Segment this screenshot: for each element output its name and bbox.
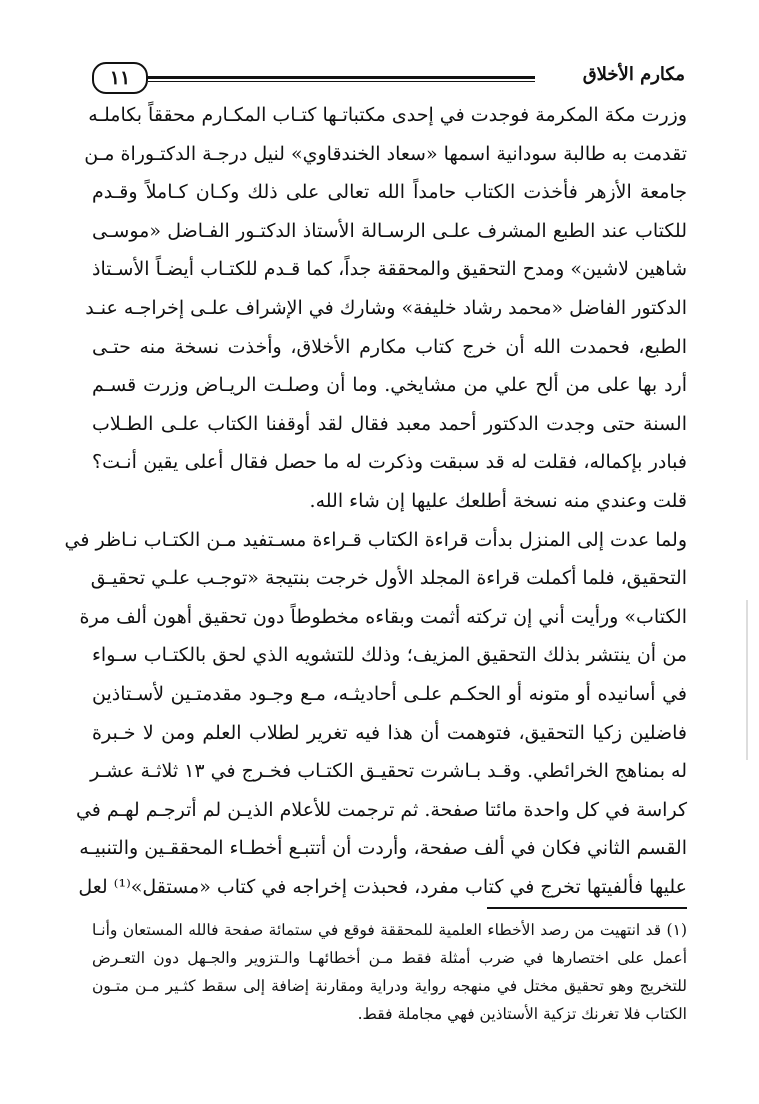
text-line: الطبع، فحمدت الله أن خرج كتاب مكارم الأخلاق، وأخذت نسخة منه حتـى: [92, 335, 687, 358]
text-line: فاضلين زكيا التحقيق، فتوهمت أن هذا فيه تغرير لطلاب العلم ومن لا خـبرة: [92, 721, 687, 744]
footnote-line: أعمل على اختصارها في ضرب أمثلة فقط مـن أخطائهـا والـتزوير والجـهل دون التعـرض: [92, 949, 687, 967]
text-line: كراسة في كل واحدة مائتا صفحة. ثم ترجمت للأعلام الذيـن لم أترجـم لهـم في: [75, 798, 687, 821]
footnote-separator: [487, 907, 687, 909]
text-line: الكتاب» ورأيت أني إن تركته أثمت وبقاءه مخطوطاً دون تحقيق أهون ألف مرة: [79, 605, 687, 628]
scan-margin-mark: [746, 600, 748, 760]
text-line: أرد بها على من ألح علي من مشايخي. وما أن وصلـت الريـاض وزرت قسـم: [92, 374, 687, 397]
main-text: [64, 96, 687, 906]
text-line: في أسانيده أو متونه أو الحكـم علـى أحاديثـه، مـع وجـود مقدمتـين لأسـتاذين: [92, 682, 687, 705]
text-line: قلت وعندي منه نسخة أطلعك عليها إن شاء الله.: [309, 489, 687, 512]
page-number: ١١: [109, 67, 131, 89]
footnotes: [92, 916, 687, 1028]
footnote-line: للتخريج وهو تحقيق مختل في منهجه رواية ودراية ومقارنة إضافة إلى سقط كثـير مـن متـون: [92, 977, 687, 995]
text-line: جامعة الأزهر فأخذت الكتاب حامداً الله تعالى على ذلك وكـان كـاملاً وقـدم: [92, 181, 687, 204]
text-line: شاهين لاشين» ومدح التحقيق والمحققة جداً، كما قـدم للكتـاب أيضـاً الأسـتاذ: [92, 258, 687, 281]
page-number-frame: [92, 62, 148, 94]
header-rule-thin: [148, 81, 535, 82]
text-line: عليها فألفيتها تخرج في كتاب مفرد، فحبذت إخراجه في كتاب «مستقل»⁽¹⁾ لعل: [78, 875, 687, 898]
text-line: السنة حتى وجدت الدكتور أحمد معبد فقال لقد أوقفنا الكتاب علـى الطـلاب: [92, 412, 687, 435]
text-line: الدكتور الفاضل «محمد رشاد خليفة» وشارك في الإشراف علـى إخراجـه عنـد: [85, 296, 687, 319]
header-rule: [148, 76, 535, 79]
text-line: للكتاب عند الطبع المشرف علـى الرسـالة الأستاذ الدكتـور الفـاضل «موسـى: [92, 219, 687, 242]
text-line: من أن ينتشر بذلك التحقيق المزيف؛ وذلك للتشويه الذي لحق بالكتـاب سـواء: [92, 644, 687, 667]
text-line: له بمناهج الخرائطي. وقـد بـاشرت تحقيـق الكتـاب فخـرج في ١٣ ثلاثـة عشـر: [90, 760, 687, 783]
text-line: تقدمت به طالبة سودانية اسمها «سعاد الخندقاوي» لنيل درجـة الدكتـوراة مـن: [84, 142, 687, 165]
text-line: وزرت مكة المكرمة فوجدت في إحدى مكتباتـها كتـاب المكـارم محققاً بكاملـه: [88, 104, 687, 126]
footnote-line: (١) قد انتهيت من رصد الأخطاء العلمية للمحققة فوقع في ستمائة صفحة فالله المستعان وأنـا: [92, 921, 687, 939]
text-line: القسم الثاني فكان في ألف صفحة، وأردت أن أتتبـع أخطـاء المحققـين والتنبيـه: [79, 837, 687, 860]
footnote-line: الكتاب فلا تغرنك تزكية الأستاذين فهي مجاملة فقط.: [357, 1005, 687, 1023]
text-line: التحقيق، فلما أكملت قراءة المجلد الأول خرجت بنتيجة «توجـب علـي تحقيـق: [90, 567, 687, 590]
page-header: [90, 62, 685, 92]
text-line: ولما عدت إلى المنزل بدأت قراءة الكتاب قـراءة مسـتفيد مـن الكتـاب نـاظر في: [64, 528, 687, 551]
running-title: مكارم الأخلاق: [582, 64, 685, 85]
text-line: فبادر بإكماله، فقلت له قد سبقت وذكرت له ما حصل فقال أعلى يقين أنـت؟: [92, 451, 687, 474]
